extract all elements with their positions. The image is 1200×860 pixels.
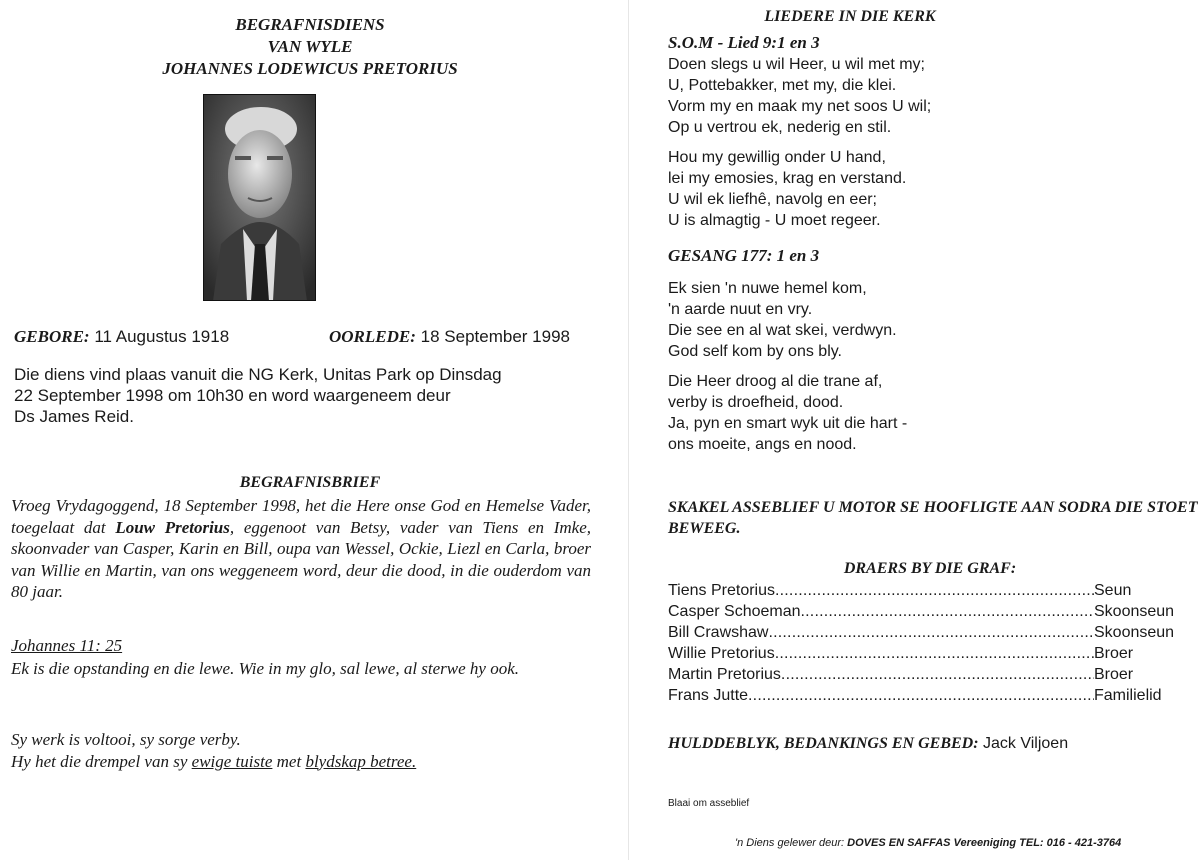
list-item <box>668 643 1188 664</box>
stanza-line: U is almagtig - U moet regeer. <box>668 212 881 229</box>
bearer-name: Bill Crawshaw <box>668 624 769 641</box>
list-item <box>668 622 1188 643</box>
bearer-name: Tiens Pretorius <box>668 582 775 599</box>
stanza-line: U wil ek liefhê, navolg en eer; <box>668 191 877 208</box>
heading-line-1: BEGRAFNISDIENS <box>235 15 385 34</box>
stanza-line: ons moeite, angs en nood. <box>668 436 857 453</box>
list-item <box>668 580 1188 601</box>
pallbearers-list <box>668 580 1188 706</box>
letter-text-post: , eggenoot van Betsy, vader van Tiens en Imke, skoonvader van Casper, Karin en Bill, oupa van Wessel, Ockie, Liezl en Carla, broer van Willie en Martin, van ons weggeneem word, deur die dood, in die ouderdom van 80 jaar. <box>11 517 592 601</box>
closing-poem <box>11 729 611 772</box>
letter-text-pre: Vroeg Vrydagoggend, 18 September 1998, het die Here onse God en Hemelse Vader, toegelaat dat <box>11 496 591 537</box>
scripture-reference: Johannes 11: 25 <box>11 636 123 655</box>
list-item <box>668 685 1188 706</box>
poem-part-b: ewige tuiste <box>191 751 273 771</box>
funeral-letter-title: BEGRAFNISBRIEF <box>239 474 381 491</box>
service-line-3: Ds James Reid. <box>14 407 134 426</box>
pallbearers-title: DRAERS BY DIE GRAF: <box>843 560 1017 577</box>
funeral-letter-body <box>11 495 591 603</box>
bearer-name: Willie Pretorius <box>668 645 775 662</box>
poem-part-d: blydskap betree. <box>305 751 417 771</box>
tributes-label: HULDDEBLYK, BEDANKINGS EN GEBED: <box>668 735 979 752</box>
bearer-relation: Seun <box>1094 582 1132 599</box>
poem-line-2 <box>11 751 611 773</box>
stanza-line: Doen slegs u wil Heer, u wil met my; <box>668 56 925 73</box>
stanza-line: Die Heer droog al die trane af, <box>668 373 883 390</box>
stanza-line: verby is droefheid, dood. <box>668 394 844 411</box>
bearer-relation: Familielid <box>1094 687 1162 704</box>
hymn-1-stanza-1 <box>668 54 931 138</box>
stanza-line: Vorm my en maak my net soos U wil; <box>668 98 932 115</box>
hymn-2-stanza-1 <box>668 278 897 362</box>
hymn-2-title: GESANG 177: 1 en 3 <box>668 246 820 265</box>
stanza-line: God self kom by ons bly. <box>668 343 842 360</box>
list-item <box>668 664 1188 685</box>
funeral-home-footer <box>735 837 1121 849</box>
died-value: 18 September 1998 <box>420 327 570 346</box>
stanza-line: Op u vertrou ek, nederig en stil. <box>668 119 892 136</box>
bearer-relation: Broer <box>1094 645 1134 662</box>
bearer-name: Martin Pretorius <box>668 666 781 683</box>
stanza-line: Ja, pyn en smart wyk uit die hart - <box>668 415 908 432</box>
headlights-notice: SKAKEL ASSEBLIEF U MOTOR SE HOOFLIGTE AAN SODRA DIE STOET BEWEEG. <box>668 499 1198 537</box>
heading-line-3: JOHANNES LODEWICUS PRETORIUS <box>162 59 458 78</box>
stanza-line: Die see en al wat skei, verdwyn. <box>668 322 897 339</box>
service-line-1: Die diens vind plaas vanuit die NG Kerk, Unitas Park op Dinsdag <box>14 365 502 384</box>
deceased-name: Louw Pretorius <box>115 517 230 537</box>
hymn-1-title: S.O.M - Lied 9:1 en 3 <box>668 33 820 52</box>
please-turn-over: Blaai om asseblief <box>668 798 750 809</box>
footer-prefix: 'n Diens gelewer deur: <box>735 837 848 849</box>
service-heading <box>80 14 540 80</box>
stanza-line: Hou my gewillig onder U hand, <box>668 149 886 166</box>
stanza-line: lei my emosies, krag en verstand. <box>668 170 907 187</box>
poem-part-c: met <box>272 751 306 771</box>
life-dates <box>14 327 570 347</box>
heading-line-2: VAN WYLE <box>267 37 353 56</box>
bearer-relation: Broer <box>1094 666 1134 683</box>
list-item <box>668 601 1188 622</box>
stanza-line: 'n aarde nuut en vry. <box>668 301 813 318</box>
hymns-title: LIEDERE IN DIE KERK <box>764 8 936 25</box>
stanza-line: U, Pottebakker, met my, die klei. <box>668 77 897 94</box>
service-details <box>14 364 594 427</box>
bearer-relation: Skoonseun <box>1094 603 1175 620</box>
hymn-1-stanza-2 <box>668 147 906 231</box>
stanza-line: Ek sien 'n nuwe hemel kom, <box>668 280 867 297</box>
died-label: OORLEDE: <box>329 327 416 346</box>
page-fold <box>628 0 629 860</box>
scripture-text: Ek is die opstanding en die lewe. Wie in my glo, sal lewe, al sterwe hy ook. <box>11 659 520 678</box>
born-label: GEBORE: <box>14 327 90 346</box>
poem-line-1: Sy werk is voltooi, sy sorge verby. <box>11 730 241 749</box>
hymn-2-stanza-2 <box>668 371 907 455</box>
poem-part-a: Hy het die drempel van sy <box>11 751 192 771</box>
tributes-name: Jack Viljoen <box>978 735 1069 752</box>
bearer-name: Frans Jutte <box>668 687 749 704</box>
bearer-name: Casper Schoeman <box>668 603 801 620</box>
footer-company: DOVES EN SAFFAS Vereeniging TEL: 016 - 421-3764 <box>847 837 1122 849</box>
service-line-2: 22 September 1998 om 10h30 en word waargeneem deur <box>14 386 451 405</box>
deceased-portrait-photo <box>203 94 316 301</box>
bearer-relation: Skoonseun <box>1094 624 1175 641</box>
born-value: 11 Augustus 1918 <box>94 327 230 346</box>
tributes-line <box>668 735 1068 753</box>
